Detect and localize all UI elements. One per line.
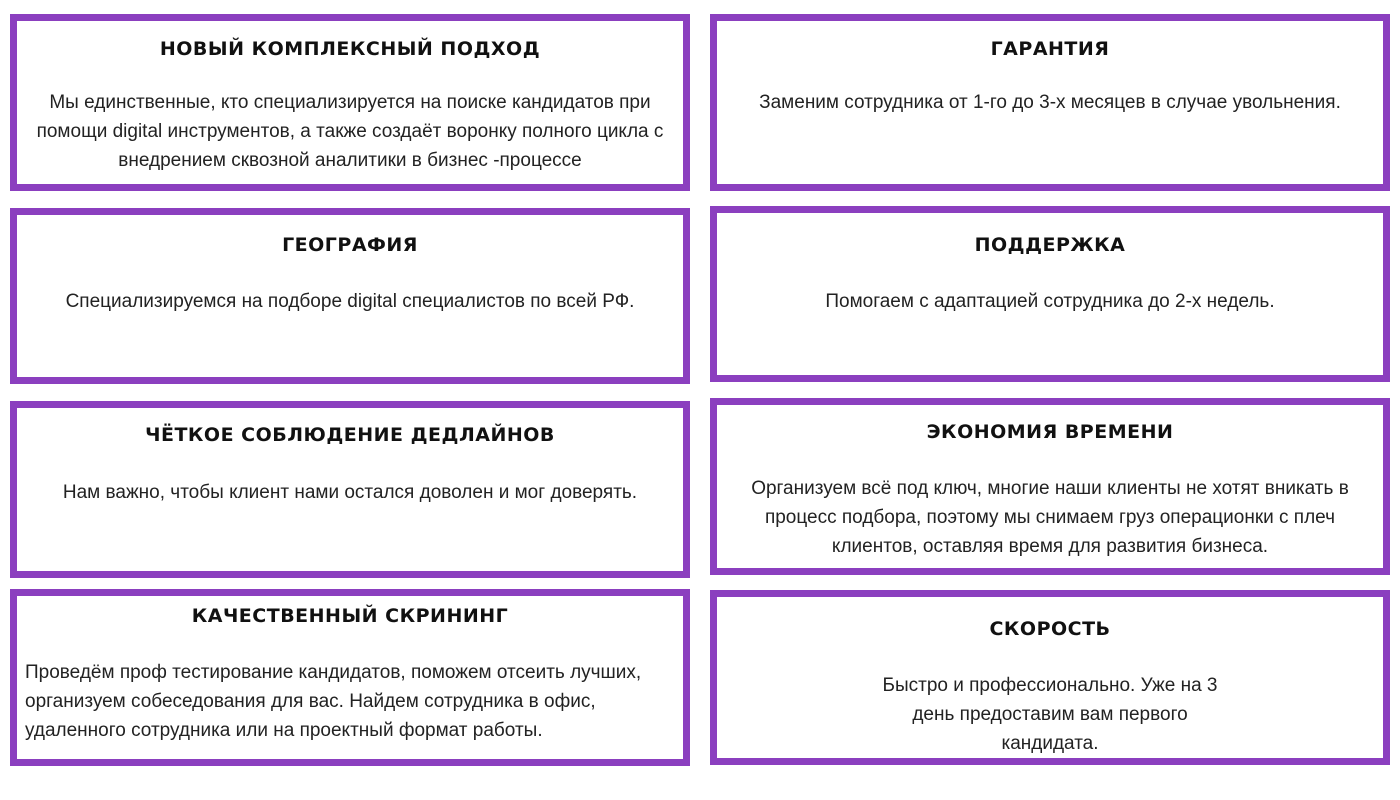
card-text: Организуем всё под ключ, многие наши клиенты не хотят вникать в процесс подбора, поэтому мы снимаем груз операционки с плеч клиентов, оставляя время для развития бизнеса.: [751, 478, 1349, 557]
card-guarantee: [710, 14, 1390, 191]
card-text: Быстро и профессионально. Уже на 3 день предоставим вам первого кандидата.: [882, 675, 1218, 754]
card-title: ЧЁТКОЕ СОБЛЮДЕНИЕ ДЕДЛАЙНОВ: [145, 424, 555, 446]
card-text: Проведём проф тестирование кандидатов, поможем отсеить лучших, организуем собеседования для вас. Найдем сотрудника в офис, удаленного сотрудника или на проектный формат работы.: [25, 662, 642, 741]
card-title: СКОРОСТЬ: [989, 618, 1111, 640]
card-text: Специализируемся на подборе digital специалистов по всей РФ.: [65, 291, 635, 312]
card-text: Мы единственные, кто специализируется на поиске кандидатов при помощи digital инструментов, а также создаёт воронку полного цикла с внедрением сквозной аналитики в бизнес -процессе: [36, 92, 664, 171]
card-text: Помогаем с адаптацией сотрудника до 2-х недель.: [825, 291, 1275, 312]
card-deadlines: [10, 401, 690, 578]
card-time-saving: [710, 398, 1390, 575]
card-speed: [710, 590, 1390, 765]
card-text: Заменим сотрудника от 1-го до 3-х месяцев в случае увольнения.: [759, 92, 1341, 113]
card-new-approach: [10, 14, 690, 191]
card-title: ГАРАНТИЯ: [990, 38, 1110, 60]
card-title: КАЧЕСТВЕННЫЙ СКРИНИНГ: [191, 605, 509, 627]
card-text: Нам важно, чтобы клиент нами остался доволен и мог доверять.: [62, 482, 638, 503]
card-title: ГЕОГРАФИЯ: [282, 234, 418, 256]
card-title: ЭКОНОМИЯ ВРЕМЕНИ: [926, 421, 1174, 443]
card-title: НОВЫЙ КОМПЛЕКСНЫЙ ПОДХОД: [159, 38, 541, 60]
card-geography: [10, 208, 690, 384]
card-support: [710, 206, 1390, 382]
card-screening: [10, 589, 690, 766]
card-title: ПОДДЕРЖКА: [974, 234, 1126, 256]
